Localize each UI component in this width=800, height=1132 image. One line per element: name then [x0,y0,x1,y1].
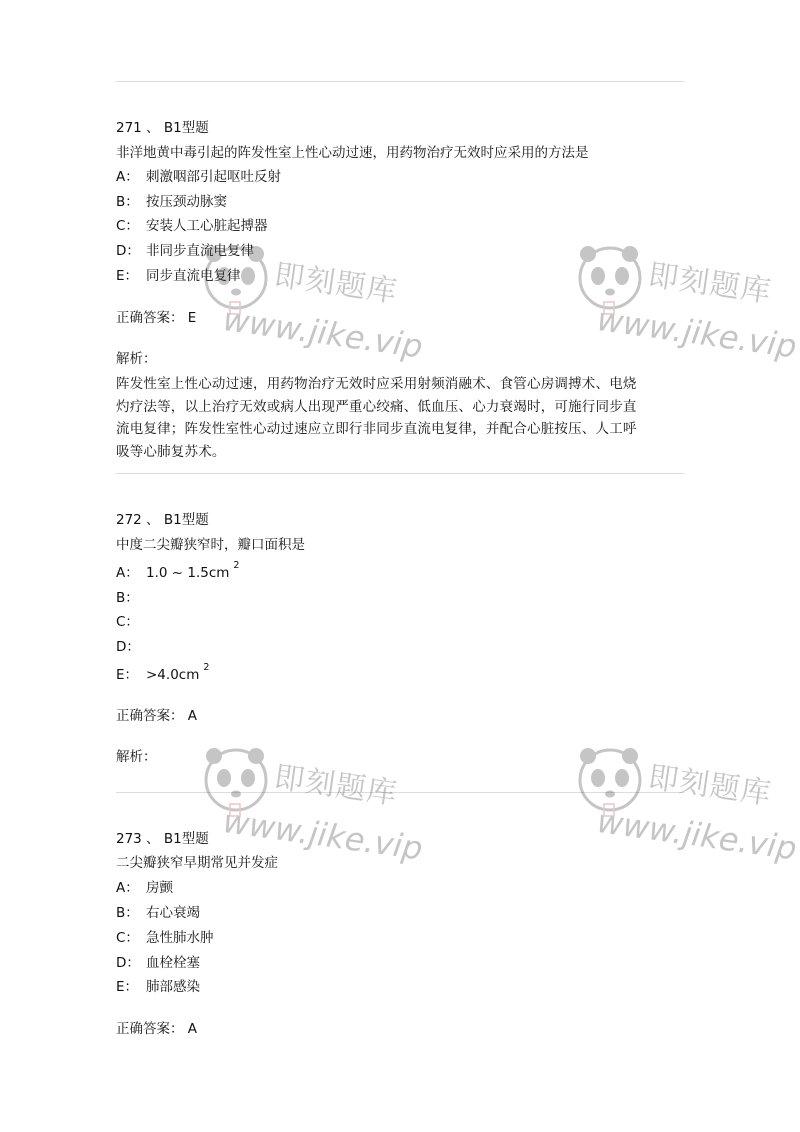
answer-value: A [187,708,198,724]
option-d [116,954,200,972]
option-text: 刺激咽部引起呕吐反射 [146,169,281,185]
watermark-brand: 即刻题库 [646,257,774,310]
option-c [116,613,146,631]
analysis-text [116,373,682,463]
watermark-brand: 即刻题库 [272,759,400,812]
panda-logo-icon [570,238,650,318]
option-d [116,242,254,260]
option-c [116,217,268,235]
option-a [116,879,173,897]
option-e [116,978,200,996]
question-stem: 二尖瓣狭窄早期常见并发症 [116,855,278,871]
option-text: 急性肺水肿 [146,930,214,946]
analysis-line: 阵发性室上性心动过速，用药物治疗无效时应采用射频消融术、食管心房调搏术、电烧 [116,376,637,392]
option-a [116,560,240,584]
option-text: 血栓栓塞 [146,955,200,971]
option-text: 右心衰竭 [146,905,200,921]
option-key: C： [116,614,139,630]
option-b [116,589,146,607]
option-b [116,904,200,922]
watermark [570,740,800,870]
option-e [116,267,241,285]
separator-line [116,792,684,793]
panda-logo-icon [570,740,650,820]
question-header: 273 、 B1型题 [116,831,209,847]
analysis-line: 灼疗法等，以上治疗无效或病人出现严重心绞痛、低血压、心力衰竭时，可施行同步直 [116,398,637,415]
analysis-line: 吸等心肺复苏术。 [116,443,226,460]
option-key: D： [116,243,140,259]
option-key: E： [116,268,139,284]
option-text: 肺部感染 [146,979,200,995]
option-key: B： [116,194,139,210]
option-key: A： [116,880,139,896]
option-e [116,662,210,686]
option-key: A： [116,565,139,581]
watermark-url: www.jike.vip [594,300,799,366]
option-d [116,638,146,656]
analysis-label: 解析： [116,749,157,765]
analysis-label: 解析： [116,351,157,367]
answer-value: E [187,310,197,326]
separator-line [116,81,684,82]
option-b [116,193,227,211]
answer-label: 正确答案： [116,310,184,326]
option-text: 同步直流电复律 [146,268,241,284]
option-text: 非同步直流电复律 [146,243,254,259]
correct-answer [116,1020,197,1038]
watermark-url: www.jike.vip [220,300,425,366]
option-key: D： [116,955,140,971]
question-stem: 中度二尖瓣狭窄时，瓣口面积是 [116,537,305,553]
option-key: E： [116,667,139,683]
option-key: A： [116,169,139,185]
panda-logo-icon [196,740,276,820]
superscript: 2 [233,560,240,571]
watermark-url: www.jike.vip [594,802,799,868]
option-key: B： [116,905,139,921]
option-c [116,929,214,947]
option-text: 1.0 ~ 1.5cm [146,565,230,581]
watermark [196,740,426,870]
option-text: 安装人工心脏起搏器 [146,218,268,234]
option-key: D： [116,639,140,655]
option-key: C： [116,930,139,946]
option-a [116,168,281,186]
question-stem: 非洋地黄中毒引起的阵发性室上性心动过速，用药物治疗无效时应采用的方法是 [116,145,589,161]
answer-label: 正确答案： [116,1021,184,1037]
option-text: 房颤 [146,880,173,896]
option-key: B： [116,590,139,606]
watermark-brand: 即刻题库 [272,257,400,310]
superscript: 2 [203,662,210,673]
separator-line [116,473,684,474]
answer-value: A [187,1021,198,1037]
option-text: 按压颈动脉窦 [146,194,227,210]
option-key: C： [116,218,139,234]
correct-answer [116,707,197,725]
watermark-url: www.jike.vip [220,802,425,868]
analysis-line: 流电复律；阵发性室性心动过速应立即行非同步直流电复律，并配合心脏按压、人工呼 [116,421,637,437]
watermark [570,238,800,368]
watermark-brand: 即刻题库 [646,759,774,812]
option-text: >4.0cm [146,667,200,683]
correct-answer [116,309,196,327]
answer-label: 正确答案： [116,708,184,724]
question-header: 272 、 B1型题 [116,512,209,528]
question-header: 271 、 B1型题 [116,120,209,136]
option-key: E： [116,979,139,995]
